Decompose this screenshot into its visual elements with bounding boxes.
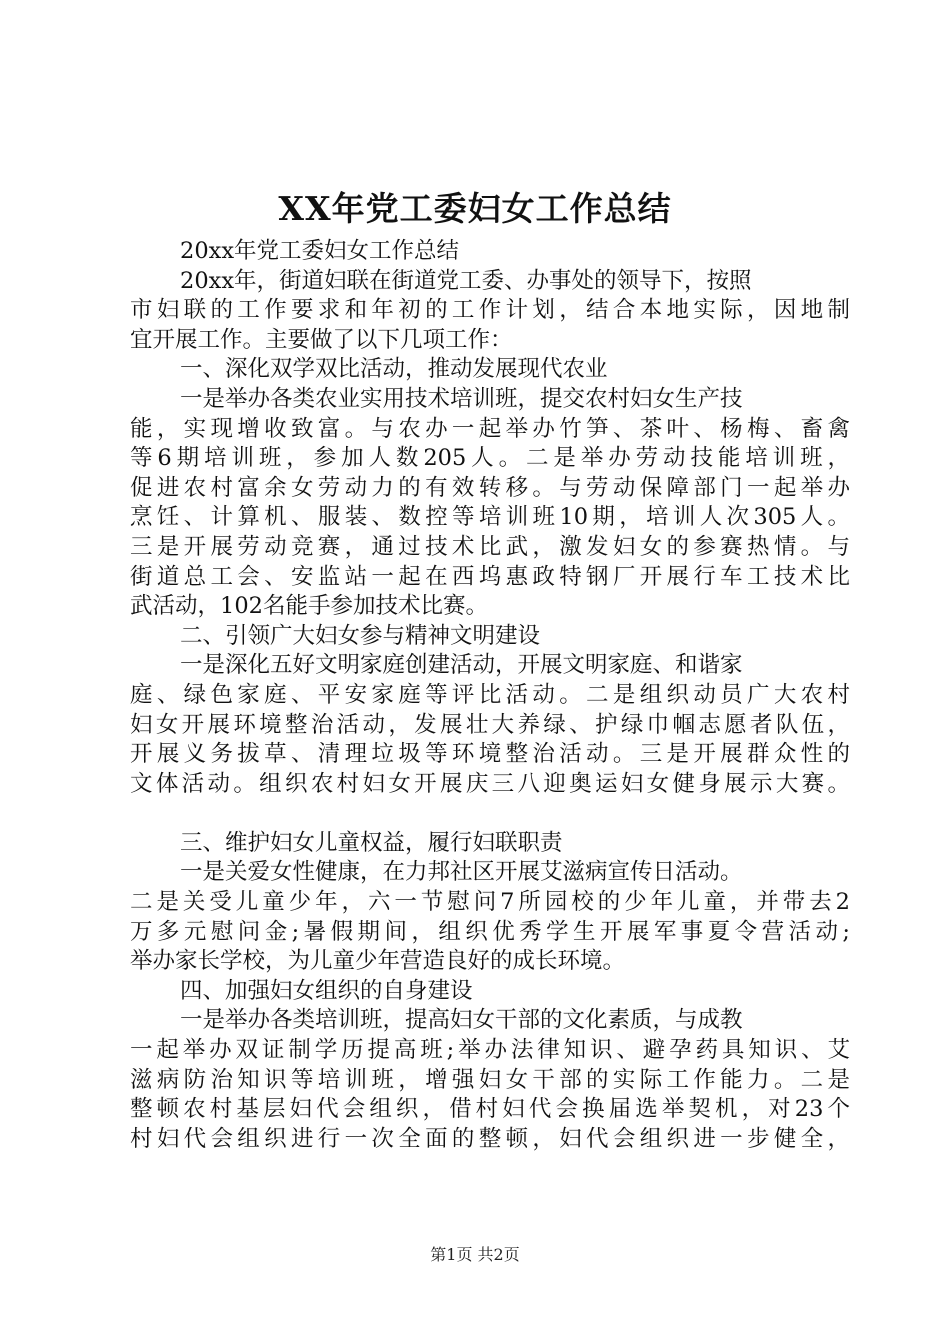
paragraph-line: 二是关受儿童少年，六一节慰问7所园校的少年儿童，并带去2: [130, 889, 850, 916]
paragraph-line: 举办家长学校，为儿童少年营造良好的成长环境。: [130, 948, 626, 975]
paragraph-line: 街道总工会、安监站一起在西坞惠政特钢厂开展行车工技术比: [130, 563, 850, 590]
paragraph-line: 能，实现增收致富。与农办一起举办竹笋、茶叶、杨梅、畜禽: [130, 415, 850, 442]
paragraph-line: 滋病防治知识等培训班，增强妇女干部的实际工作能力。二是: [130, 1066, 850, 1093]
paragraph-line: 整顿农村基层妇代会组织，借村妇代会换届选举契机，对23个: [130, 1096, 850, 1123]
paragraph-line: 一是关爱女性健康，在力邦社区开展艾滋病宣传日活动。: [180, 859, 743, 886]
paragraph-line: 一起举办双证制学历提高班;举办法律知识、避孕药具知识、艾: [130, 1037, 850, 1064]
paragraph-line: 开展义务拔草、清理垃圾等环境整治活动。三是开展群众性的: [130, 741, 850, 768]
paragraph-line: 20xx年，街道妇联在街道党工委、办事处的领导下，按照: [180, 267, 752, 294]
section-heading: 一、深化双学双比活动，推动发展现代农业: [180, 356, 608, 383]
paragraph-line: 市妇联的工作要求和年初的工作计划，结合本地实际，因地制: [130, 297, 850, 324]
paragraph-line: 武活动，102名能手参加技术比赛。: [130, 593, 488, 620]
page-number-footer: 第1页 共2页: [430, 1245, 520, 1264]
paragraph-line: 三是开展劳动竞赛，通过技术比武，激发妇女的参赛热情。与: [130, 533, 850, 560]
section-heading: 二、引领广大妇女参与精神文明建设: [180, 622, 541, 649]
paragraph-line: 一是举办各类农业实用技术培训班，提交农村妇女生产技: [180, 385, 743, 412]
section-heading: 四、加强妇女组织的自身建设: [180, 977, 473, 1004]
blank-line: [130, 799, 850, 829]
document-title: XX年党工委妇女工作总结: [278, 189, 672, 228]
paragraph-line: 万多元慰问金;暑假期间，组织优秀学生开展军事夏令营活动;: [130, 918, 850, 945]
paragraph-line: 烹饪、计算机、服装、数控等培训班10期，培训人次305人。: [130, 504, 850, 531]
paragraph-line: 一是深化五好文明家庭创建活动，开展文明家庭、和谐家: [180, 652, 743, 679]
paragraph-line: 等6期培训班，参加人数205人。二是举办劳动技能培训班，: [130, 445, 850, 472]
paragraph-line: 宜开展工作。主要做了以下几项工作：: [130, 326, 513, 353]
section-heading: 三、维护妇女儿童权益，履行妇联职责: [180, 829, 563, 856]
paragraph-line: 促进农村富余女劳动力的有效转移。与劳动保障部门一起举办: [130, 474, 850, 501]
paragraph-line: 一是举办各类培训班，提高妇女干部的文化素质，与成教: [180, 1007, 743, 1034]
document-body: [130, 237, 850, 1154]
paragraph-line: 文体活动。组织农村妇女开展庆三八迎奥运妇女健身展示大赛。: [130, 770, 850, 797]
paragraph-line: 庭、绿色家庭、平安家庭等评比活动。二是组织动员广大农村: [130, 681, 850, 708]
paragraph-line: 妇女开展环境整治活动，发展壮大养绿、护绿巾帼志愿者队伍，: [130, 711, 850, 738]
paragraph-line: 村妇代会组织进行一次全面的整顿，妇代会组织进一步健全，: [130, 1125, 850, 1152]
subtitle-line: 20xx年党工委妇女工作总结: [180, 238, 460, 264]
